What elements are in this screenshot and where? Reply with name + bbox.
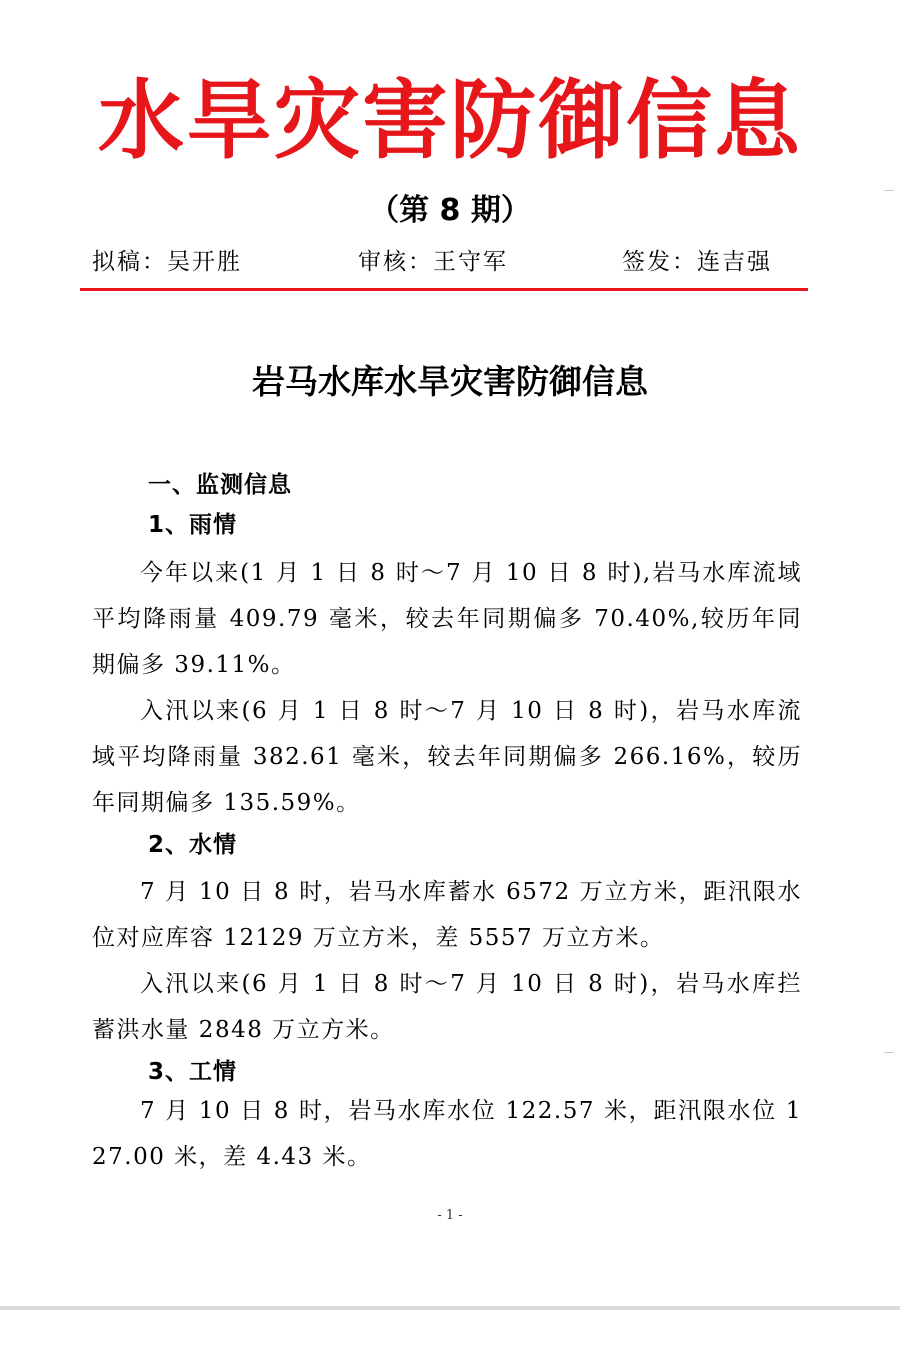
paragraph-rain-year: 今年以来(1 月 1 日 8 时～7 月 10 日 8 时),岩马水库流域平均降雨量 409.79 毫米，较去年同期偏多 70.40%,较历年同期偏多 39.11%。 <box>92 560 802 678</box>
paragraph-rain-flood-season: 入汛以来(6 月 1 日 8 时～7 月 10 日 8 时)，岩马水库流域平均降雨量 382.61 毫米，较去年同期偏多 266.16%，较历年同期偏多 135.59%。 <box>92 698 802 816</box>
paragraph-water-intercepted: 入汛以来(6 月 1 日 8 时～7 月 10 日 8 时)，岩马水库拦蓄洪水量 2848 万立方米。 <box>92 971 802 1043</box>
margin-mark <box>884 190 894 191</box>
masthead-title: 水旱灾害防御信息 <box>98 71 802 171</box>
issue-number: （第 8 期） <box>369 193 531 228</box>
issuer: 签发：连吉强 <box>622 249 772 275</box>
signers-line <box>92 242 812 282</box>
drafter: 拟稿：吴开胜 <box>92 249 242 275</box>
subheading-water: 2、水情 <box>148 832 238 858</box>
paragraph-water-level: 7 月 10 日 8 时，岩马水库水位 122.57 米，距汛限水位 127.00 米，差 4.43 米。 <box>92 1098 802 1170</box>
section-heading-monitoring: 一、监测信息 <box>148 472 292 498</box>
page-separator <box>0 1306 900 1310</box>
red-divider <box>80 288 808 291</box>
paragraph-water-storage: 7 月 10 日 8 时，岩马水库蓄水 6572 万立方米，距汛限水位对应库容 12129 万立方米，差 5557 万立方米。 <box>92 879 802 951</box>
document-title: 岩马水库水旱灾害防御信息 <box>252 362 648 401</box>
reviewer: 审核：王守军 <box>358 249 508 275</box>
subheading-works: 3、工情 <box>148 1059 238 1085</box>
margin-mark <box>884 1052 894 1053</box>
page-number: - 1 - <box>437 1208 463 1223</box>
subheading-rain: 1、雨情 <box>148 512 238 538</box>
